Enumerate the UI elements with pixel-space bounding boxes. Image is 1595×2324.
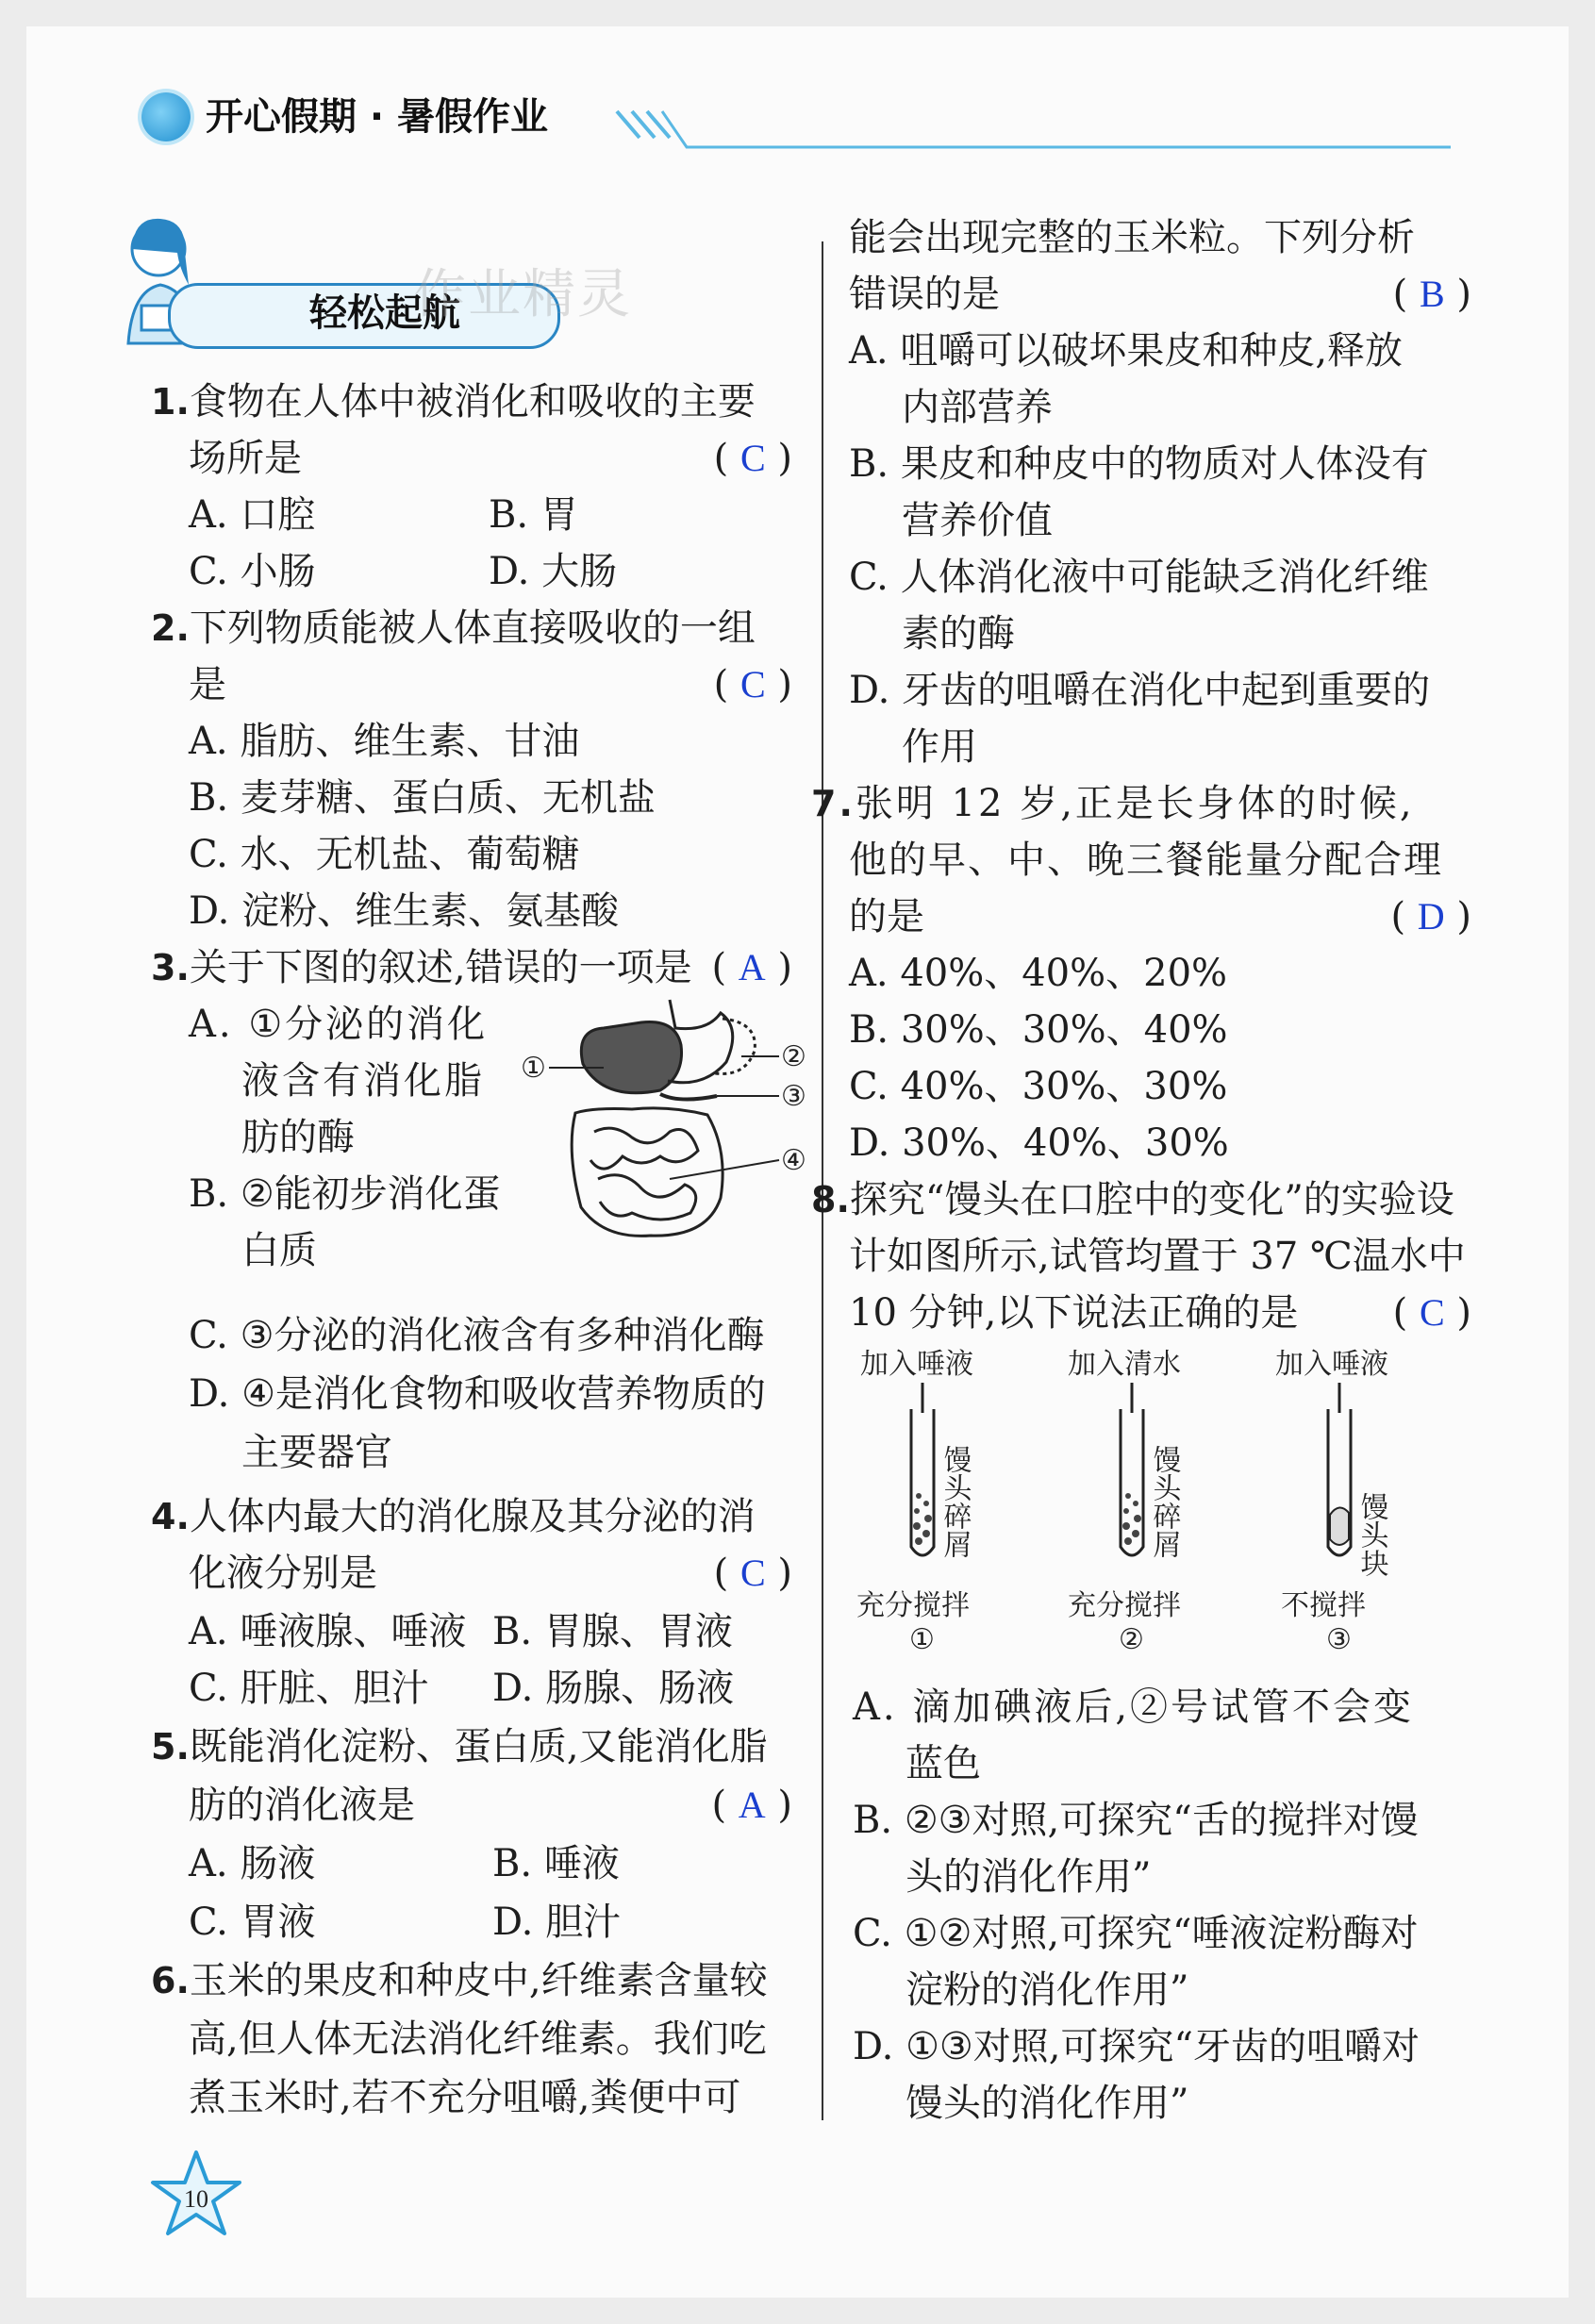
question-stem: 肪的消化液是 — [189, 1784, 415, 1827]
option-b: B. ②③对照,可探究“舌的搅拌对馒 — [853, 1799, 1419, 1842]
section-title: 轻松起航 — [309, 291, 460, 335]
tube-1-number: ① — [909, 1623, 935, 1652]
option-b: B. 胃 — [489, 493, 578, 537]
header-title: 开心假期 · 暑假作业 — [206, 95, 549, 139]
tube-2-side-label: 馒头碎屑 — [1147, 1445, 1181, 1558]
option-d: D. 牙齿的咀嚼在消化中起到重要的 — [849, 669, 1431, 712]
question-number: 8. — [811, 1179, 850, 1220]
option-d-cont: 馒头的消化作用” — [905, 2082, 1189, 2125]
watermark: 作业精灵 — [413, 264, 632, 325]
test-tube-1 — [856, 1348, 973, 1652]
option-d: D. ①③对照,可探究“牙齿的咀嚼对 — [853, 2025, 1420, 2068]
option-b: B. 30%、30%、40% — [849, 1008, 1228, 1052]
answer-mark: A — [738, 946, 766, 988]
figure-label-1: ① — [521, 1052, 546, 1085]
question-stem: 计如图所示,试管均置于 37 ℃温水中 — [849, 1235, 1466, 1278]
question-stem: 能会出现完整的玉米粒。下列分析 — [849, 216, 1415, 259]
option-c: C. 胃液 — [189, 1901, 316, 1944]
question-stem: 关于下图的叙述,错误的一项是 — [189, 946, 692, 989]
option-d-cont: 作用 — [902, 725, 977, 769]
tube-2-top-label: 加入清水 — [1068, 1348, 1181, 1381]
header-bullet-icon — [141, 92, 191, 141]
option-d: D. 淀粉、维生素、氨基酸 — [189, 889, 620, 933]
question-stem: 玉米的果皮和种皮中,纤维素含量较 — [189, 1959, 768, 2002]
workbook-page: 开心假期 · 暑假作业 轻松起航 作业精灵 1.食物在人体中被消化和吸收的主要 场所是 ( C ) A. 口腔 B. 胃 C. 小肠 D. 大肠 2.下列物质能被人体直接吸收的一组 是 ( C ) A. 脂肪、维生素、甘油 B. 麦芽糖、蛋白质、无机盐 C. 水、无机盐、葡萄糖 D. 淀粉、维生素、氨基酸 3.关于下图的叙述,错误的一项是 ( A ) A. ①分泌的消化 液含有消化脂 肪的酶 B. ②能初步消化蛋 白质 C. ③分泌的消化液含有多种消化酶 D. ④是消化食物和吸收营养物质的 主要器官 ① ② ③ ④ 4.人体内最大的消化腺及其分泌的消 化液分别是 ( C ) A. 唾液腺、唾液 B. 胃腺、胃液 C. 肝脏、胆汁 D. 肠腺、肠液 5.既能消化淀粉、蛋白质,又能消化脂 肪的消化液是 ( A ) A. 肠液 B. 唾液 C. 胃液 D. 胆汁 6.玉米的果皮和种皮中,纤维素含量较 高,但人体无法消化纤维素。我们吃 煮玉米时,若不充分咀嚼,粪便中可 10 能会出现完整的玉米粒。下列分析 错误的是 ( B ) A. 咀嚼可以破坏果皮和种皮,释放 内部营养 B. 果皮和种皮中的物质对人体没有 营养价值 C. 人体消化液中可能缺乏消化纤维 素的酶 D. 牙齿的咀嚼在消化中起到重要的 作用 7.张明 12 岁,正是长身体的时候, 他的早、中、晚三餐能量分配合理 的是 ( D ) A. 40%、40%、20% B. 30%、30%、40% C. 40%、30%、30% D. 30%、40%、30% 8.探究“馒头在口腔中的变化”的实验设 计如图所示,试管均置于 37 ℃温水中 10 分钟,以下说法正确的是 ( C ) 加入唾液 馒头碎屑 充分搅拌 ① 加入清水 馒头碎屑 充分搅拌 ② 加入唾液 馒头块 不搅拌 ③ A. 滴加碘液后,②号试管不会变 蓝色 B. ②③对照,可探究“舌的搅拌对馒 头的消化作用” C. ①②对照,可探究“唾液淀粉酶对 淀粉的消化作用” D. ①③对照,可探究“牙齿的咀嚼对 馒头的消化作用” — [26, 26, 1569, 2298]
question-stem: 下列物质能被人体直接吸收的一组 — [189, 606, 756, 650]
question-stem: 化液分别是 — [189, 1552, 377, 1595]
test-tube-2 — [1068, 1348, 1182, 1652]
option-b-cont: 头的消化作用” — [905, 1855, 1152, 1899]
tube-3-bottom-label: 不搅拌 — [1281, 1589, 1366, 1622]
option-b: B. 胃腺、胃液 — [492, 1610, 733, 1653]
option-a-cont: 内部营养 — [902, 386, 1053, 429]
question-stem: 他的早、中、晚三餐能量分配合理 — [849, 838, 1443, 882]
answer-mark: D — [1417, 895, 1445, 938]
option-c: C. ①②对照,可探究“唾液淀粉酶对 — [853, 1912, 1419, 1955]
question-number: 6. — [151, 1960, 190, 2001]
option-a-cont: 肪的酶 — [241, 1116, 355, 1159]
answer-mark: C — [739, 1552, 766, 1594]
page-number-star — [149, 2149, 243, 2239]
option-d: D. ④是消化食物和吸收营养物质的 — [189, 1372, 766, 1416]
tube-2-number: ② — [1119, 1623, 1144, 1652]
question-stem: 煮玉米时,若不充分咀嚼,粪便中可 — [189, 2076, 741, 2119]
option-a: A. ①分泌的消化 — [189, 1003, 489, 1046]
answer-mark: B — [1419, 273, 1445, 315]
tube-1-side-label: 馒头碎屑 — [938, 1445, 972, 1558]
option-c: C. ③分泌的消化液含有多种消化酶 — [189, 1314, 765, 1357]
option-a-cont: 液含有消化脂 — [241, 1059, 485, 1103]
option-a: A. 咀嚼可以破坏果皮和种皮,释放 — [849, 329, 1404, 373]
question-stem: 探究“馒头在口腔中的变化”的实验设 — [849, 1178, 1454, 1221]
page-number: 10 — [184, 2185, 208, 2213]
option-c-cont: 素的酶 — [902, 612, 1015, 656]
figure-label-2: ② — [781, 1040, 806, 1073]
option-d: D. 30%、40%、30% — [849, 1121, 1229, 1165]
question-stem: 食物在人体中被消化和吸收的主要 — [189, 380, 756, 423]
answer-mark: C — [1419, 1291, 1445, 1334]
answer-mark: C — [739, 437, 766, 479]
test-tube-3 — [1275, 1348, 1389, 1652]
option-d-cont: 主要器官 — [241, 1431, 392, 1474]
question-number: 1. — [151, 381, 190, 423]
option-c: C. 小肠 — [189, 550, 316, 593]
option-b-cont: 白质 — [241, 1229, 317, 1272]
option-c: C. 水、无机盐、葡萄糖 — [189, 833, 580, 876]
option-a: A. 滴加碘液后,②号试管不会变 — [853, 1685, 1415, 1729]
test-tube-figure — [856, 1341, 1460, 1652]
option-b: B. 唾液 — [492, 1842, 620, 1885]
figure-label-3: ③ — [781, 1080, 806, 1113]
option-a: A. 唾液腺、唾液 — [189, 1610, 467, 1653]
question-stem: 既能消化淀粉、蛋白质,又能消化脂 — [189, 1725, 768, 1768]
question-number: 7. — [811, 783, 856, 824]
tube-3-top-label: 加入唾液 — [1275, 1348, 1388, 1381]
answer-mark: A — [738, 1784, 766, 1826]
option-d: D. 肠腺、肠液 — [492, 1667, 735, 1710]
question-number: 4. — [151, 1496, 190, 1537]
question-stem: 的是 — [849, 895, 924, 938]
tube-3-number: ③ — [1326, 1623, 1352, 1652]
option-a-cont: 蓝色 — [905, 1742, 981, 1785]
option-a: A. 40%、40%、20% — [849, 952, 1228, 995]
question-stem: 高,但人体无法消化纤维素。我们吃 — [189, 2017, 767, 2061]
option-b: B. 麦芽糖、蛋白质、无机盐 — [189, 776, 656, 820]
question-number: 5. — [151, 1726, 190, 1768]
digestive-system-figure — [519, 990, 821, 1273]
option-d: D. 胆汁 — [492, 1901, 622, 1944]
option-b-cont: 营养价值 — [902, 499, 1053, 542]
option-b: B. ②能初步消化蛋 — [189, 1172, 501, 1216]
figure-label-4: ④ — [781, 1144, 806, 1177]
question-number: 2. — [151, 607, 190, 649]
question-stem: 错误的是 — [849, 273, 1000, 316]
tube-2-bottom-label: 充分搅拌 — [1068, 1589, 1181, 1622]
option-c: C. 肝脏、胆汁 — [189, 1667, 429, 1710]
option-a: A. 肠液 — [189, 1842, 316, 1885]
question-stem: 场所是 — [189, 437, 302, 480]
header-rule — [611, 92, 1460, 149]
option-c-cont: 淀粉的消化作用” — [905, 1968, 1189, 2012]
option-b: B. 果皮和种皮中的物质对人体没有 — [849, 442, 1429, 486]
tube-3-side-label: 馒头块 — [1354, 1492, 1388, 1577]
option-a: A. 口腔 — [189, 493, 316, 537]
question-stem: 10 分钟,以下说法正确的是 — [849, 1291, 1299, 1335]
tube-1-top-label: 加入唾液 — [860, 1348, 973, 1381]
answer-mark: C — [739, 663, 766, 706]
option-c: C. 40%、30%、30% — [849, 1065, 1228, 1108]
option-c: C. 人体消化液中可能缺乏消化纤维 — [849, 556, 1429, 599]
question-stem: 张明 12 岁,正是长身体的时候, — [855, 782, 1415, 825]
question-stem: 是 — [189, 663, 226, 706]
option-d: D. 大肠 — [489, 550, 618, 593]
question-stem: 人体内最大的消化腺及其分泌的消 — [189, 1495, 756, 1538]
question-number: 3. — [151, 947, 190, 988]
tube-1-bottom-label: 充分搅拌 — [856, 1589, 970, 1622]
option-a: A. 脂肪、维生素、甘油 — [189, 720, 580, 763]
